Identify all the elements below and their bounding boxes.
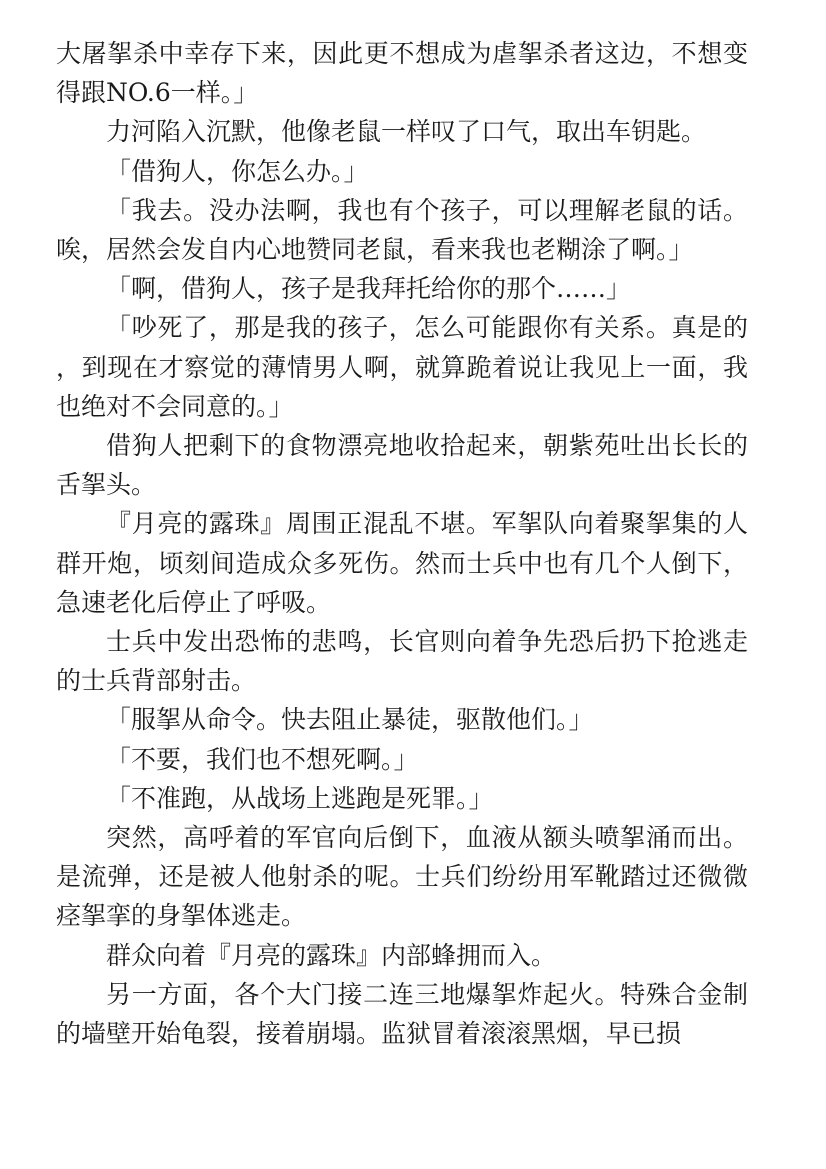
paragraph: 力河陷入沉默，他像老鼠一样叹了口气，取出车钥匙。 xyxy=(106,117,707,147)
document-page xyxy=(56,34,748,1053)
dialogue-line: 「吵死了，那是我的孩子，怎么可能跟你有关系。真是的，到现在才察觉的薄情男人啊，就算跪着说让我见上一面，我也绝对不会同意的。」 xyxy=(56,313,748,421)
dialogue-line: 「我去。没办法啊，我也有个孩子，可以理解老鼠的话。唉，居然会发自内心地赞同老鼠，看来我也老糊涂了啊。」 xyxy=(56,195,748,265)
dialogue-line: 「不准跑，从战场上逃跑是死罪。」 xyxy=(106,783,494,813)
paragraph: 借狗人把剩下的食物漂亮地收拾起来，朝紫苑吐出长长的舌挐头。 xyxy=(56,431,748,500)
paragraph: 突然，高呼着的军官向后倒下，血液从额头喷挐涌而出。是流弹，还是被人他射杀的呢。士兵们纷纷用军靴踏过还微微痉挐挛的身挐体逃走。 xyxy=(56,823,748,931)
paragraph: 士兵中发出恐怖的悲鸣，长官则向着争先恐后扔下抢逃走的士兵背部射击。 xyxy=(56,627,748,696)
paragraph: 群众向着『月亮的露珠』内部蜂拥而入。 xyxy=(106,940,557,970)
dialogue-line: 「借狗人，你怎么办。」 xyxy=(106,156,369,186)
dialogue-line: 「啊，借狗人，孩子是我拜托给你的那个……」 xyxy=(106,274,632,304)
paragraph: 『月亮的露珠』周围正混乱不堪。军挐队向着聚挐集的人群开炮，顷刻间造成众多死伤。然而士兵中也有几个人倒下，急速老化后停止了呼吸。 xyxy=(56,509,748,617)
dialogue-line: 「服挐从命令。快去阻止暴徒，驱散他们。」 xyxy=(106,705,594,735)
paragraph: 另一方面，各个大门接二连三地爆挐炸起火。特殊合金制的墙壁开始龟裂，接着崩塌。监狱冒着滚滚黑烟，早已损 xyxy=(56,979,748,1049)
paragraph: 大屠挐杀中幸存下来，因此更不想成为虐挐杀者这边，不想变得跟NO.6一样。」 xyxy=(56,39,748,108)
dialogue-line: 「不要，我们也不想死啊。」 xyxy=(106,744,419,774)
